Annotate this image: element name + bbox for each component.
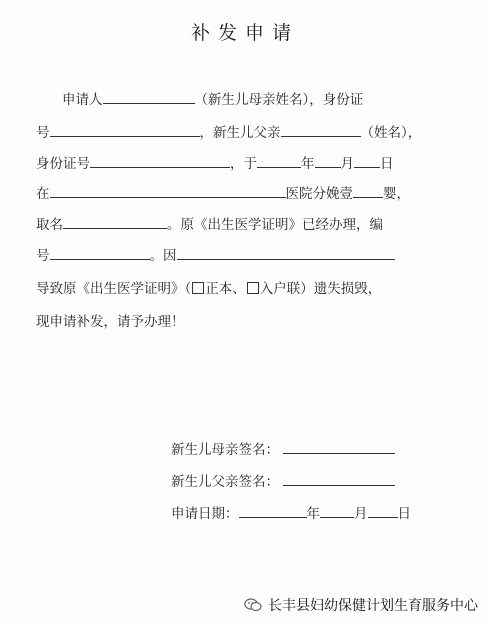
para-line-8: 现申请补发，请予办理！	[36, 314, 185, 330]
para-line-7: 导致原《出生医学证明》（ 正本、 入户联）遗失损毁，	[36, 281, 382, 297]
baby-name-blank[interactable]	[63, 215, 167, 229]
para-line-1	[62, 90, 363, 109]
birth-month-blank[interactable]	[315, 154, 341, 168]
father-id-blank[interactable]	[90, 154, 230, 168]
applicant-label: 申请人	[62, 92, 103, 108]
para-line-3: 身份证号 ，于 年 月 日	[36, 156, 394, 172]
mother-signature-blank[interactable]	[283, 440, 395, 454]
original-copy-checkbox[interactable]	[192, 282, 204, 294]
baby-sex-blank[interactable]	[353, 184, 383, 198]
para-line-5: 取名 。原《出生医学证明》已经办理，编	[36, 217, 383, 233]
hospital-blank[interactable]	[50, 184, 286, 198]
document-title: 补发申请	[190, 22, 299, 44]
household-copy-checkbox[interactable]	[247, 282, 259, 294]
birth-year-blank[interactable]	[257, 154, 301, 168]
birth-day-blank[interactable]	[354, 154, 380, 168]
mother-name-blank[interactable]	[103, 90, 195, 104]
certificate-number-blank[interactable]	[50, 246, 150, 260]
application-date-row: 申请日期： 年 月 日	[171, 506, 411, 522]
para-line-4: 在 医院分娩壹 婴，	[36, 186, 410, 202]
father-signature-blank[interactable]	[283, 472, 395, 486]
watermark-text: 长丰县妇幼保健计划生育服务中心	[268, 598, 478, 614]
mother-name-note: （新生儿母亲姓名），身份证	[194, 92, 364, 108]
mother-signature-row: 新生儿母亲签名：	[171, 440, 395, 459]
para-line-6: 号 。因	[36, 246, 395, 265]
date-day-blank[interactable]	[368, 504, 398, 518]
father-name-blank[interactable]	[281, 123, 361, 137]
para-line-2: 号 ，新生儿父亲 （姓名），	[36, 125, 422, 141]
wechat-icon	[244, 598, 262, 612]
loss-reason-blank[interactable]	[177, 246, 395, 260]
date-year-blank[interactable]	[239, 504, 307, 518]
mother-id-blank[interactable]	[50, 123, 200, 137]
father-signature-row: 新生儿父亲签名：	[171, 472, 395, 491]
date-month-blank[interactable]	[320, 504, 354, 518]
watermark	[244, 595, 478, 615]
